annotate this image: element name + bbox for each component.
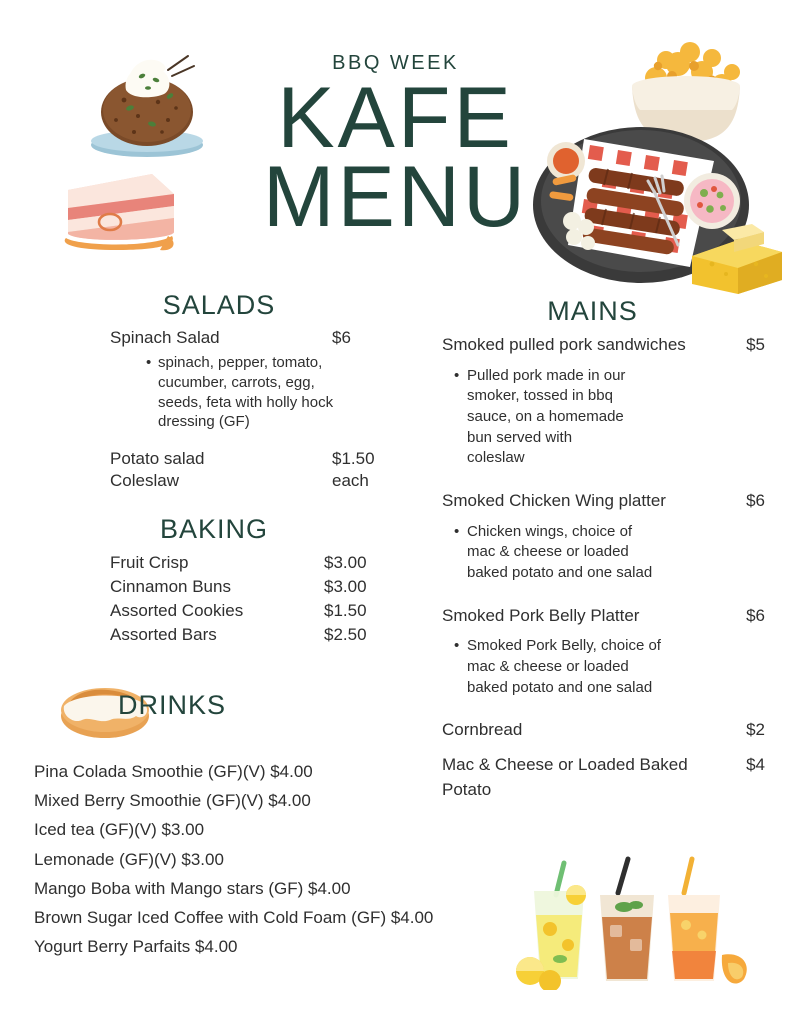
item-name: Smoked pulled pork sandwiches [442,335,686,354]
baking-heading: BAKING [159,514,269,545]
item-description [442,636,765,698]
drink-item: Pina Colada Smoothie (GF)(V) $4.00 [34,762,313,781]
item-name: Mac & Cheese or Loaded Baked Potato [442,755,688,799]
item-price: $4 [746,755,765,775]
drink-item: Lemonade (GF)(V) $3.00 [34,849,224,869]
menu-item-row [110,551,386,575]
drink-item: Mango Boba with Mango stars (GF) $4.00 [34,878,351,898]
menu-item-row [442,753,765,802]
salads-list [34,327,394,349]
description-line: bun served with [467,428,573,446]
item-price: $5 [746,335,765,354]
description-line: sauce, on a homemade [467,408,624,426]
left-column [34,290,394,647]
item-name: Potato salad [110,449,205,469]
item-price: $3.00 [324,553,367,573]
description-line: • spinach, pepper, tomato, [146,353,394,373]
baking-list [34,551,394,647]
mains-heading: MAINS [547,296,638,326]
item-price: $1.50 [324,601,367,621]
description-line: baked potato and one salad [467,678,653,696]
description-line: • Chicken wings, choice of [454,522,765,543]
item-name: Cornbread [442,720,523,740]
item-name: Assorted Cookies [110,601,244,621]
description-line: mac & cheese or loaded [467,658,629,676]
item-price: each [332,471,369,491]
item-price: $6 [746,605,765,625]
item-price: $3.00 [324,577,367,597]
menu-item-row [110,448,388,470]
menu-item-row [110,575,386,599]
header-kicker: BBQ WEEK [332,52,459,74]
item-description [442,522,765,584]
item-name: Cinnamon Buns [110,577,231,597]
item-name: Coleslaw [110,471,179,491]
menu-item-row [442,489,765,514]
item-name: Fruit Crisp [110,553,189,573]
description-line: smoker, tossed in bbq [467,387,613,405]
item-price: $6 [332,328,351,347]
drink-item: Mixed Berry Smoothie (GF)(V) $4.00 [34,791,311,811]
drink-item: Iced tea (GF)(V) $3.00 [34,820,205,840]
description-line: dressing (GF) [158,413,250,431]
item-price: $1.50 [332,449,375,469]
item-name: Smoked Chicken Wing platter [442,491,666,511]
menu-item-row [442,604,765,629]
item-price: $2 [746,720,765,740]
menu-item-row [110,623,386,647]
item-description [442,366,765,469]
side-salads-list [34,448,394,492]
description-line: mac & cheese or loaded [467,543,629,561]
item-price: $2.50 [324,625,367,645]
description-line: • Pulled pork made in our [454,366,765,387]
title-line-1: KAFE [277,70,514,166]
menu-item-row [110,327,388,349]
right-column [420,296,765,802]
iced-drinks-illustration [506,855,756,990]
menu-header [0,52,791,246]
description-line: cucumber, carrots, egg, [158,373,315,391]
salads-heading: SALADS [162,290,276,320]
item-name: Assorted Bars [110,625,217,645]
item-price: $6 [746,491,765,511]
page-title [0,70,791,246]
drinks-heading: DRINKS [118,690,227,720]
description-line: baked potato and one salad [467,564,653,582]
item-name: Smoked Pork Belly Platter [442,605,640,625]
item-name: Spinach Salad [110,328,220,347]
description-line: coleslaw [467,449,525,467]
mains-list [420,333,765,802]
menu-item-row [110,470,388,492]
drink-item: Brown Sugar Iced Coffee with Cold Foam (GF) $4.00 [34,908,434,928]
drink-item: Yogurt Berry Parfaits $4.00 [34,937,238,957]
menu-item-row [442,718,765,743]
description-line: seeds, feta with holly hock [158,393,334,411]
description-line: • Smoked Pork Belly, choice of [454,636,765,657]
menu-item-row [442,333,765,358]
spinach-salad-description [34,353,394,432]
title-line-2: MENU [262,149,529,246]
menu-item-row [110,599,386,623]
